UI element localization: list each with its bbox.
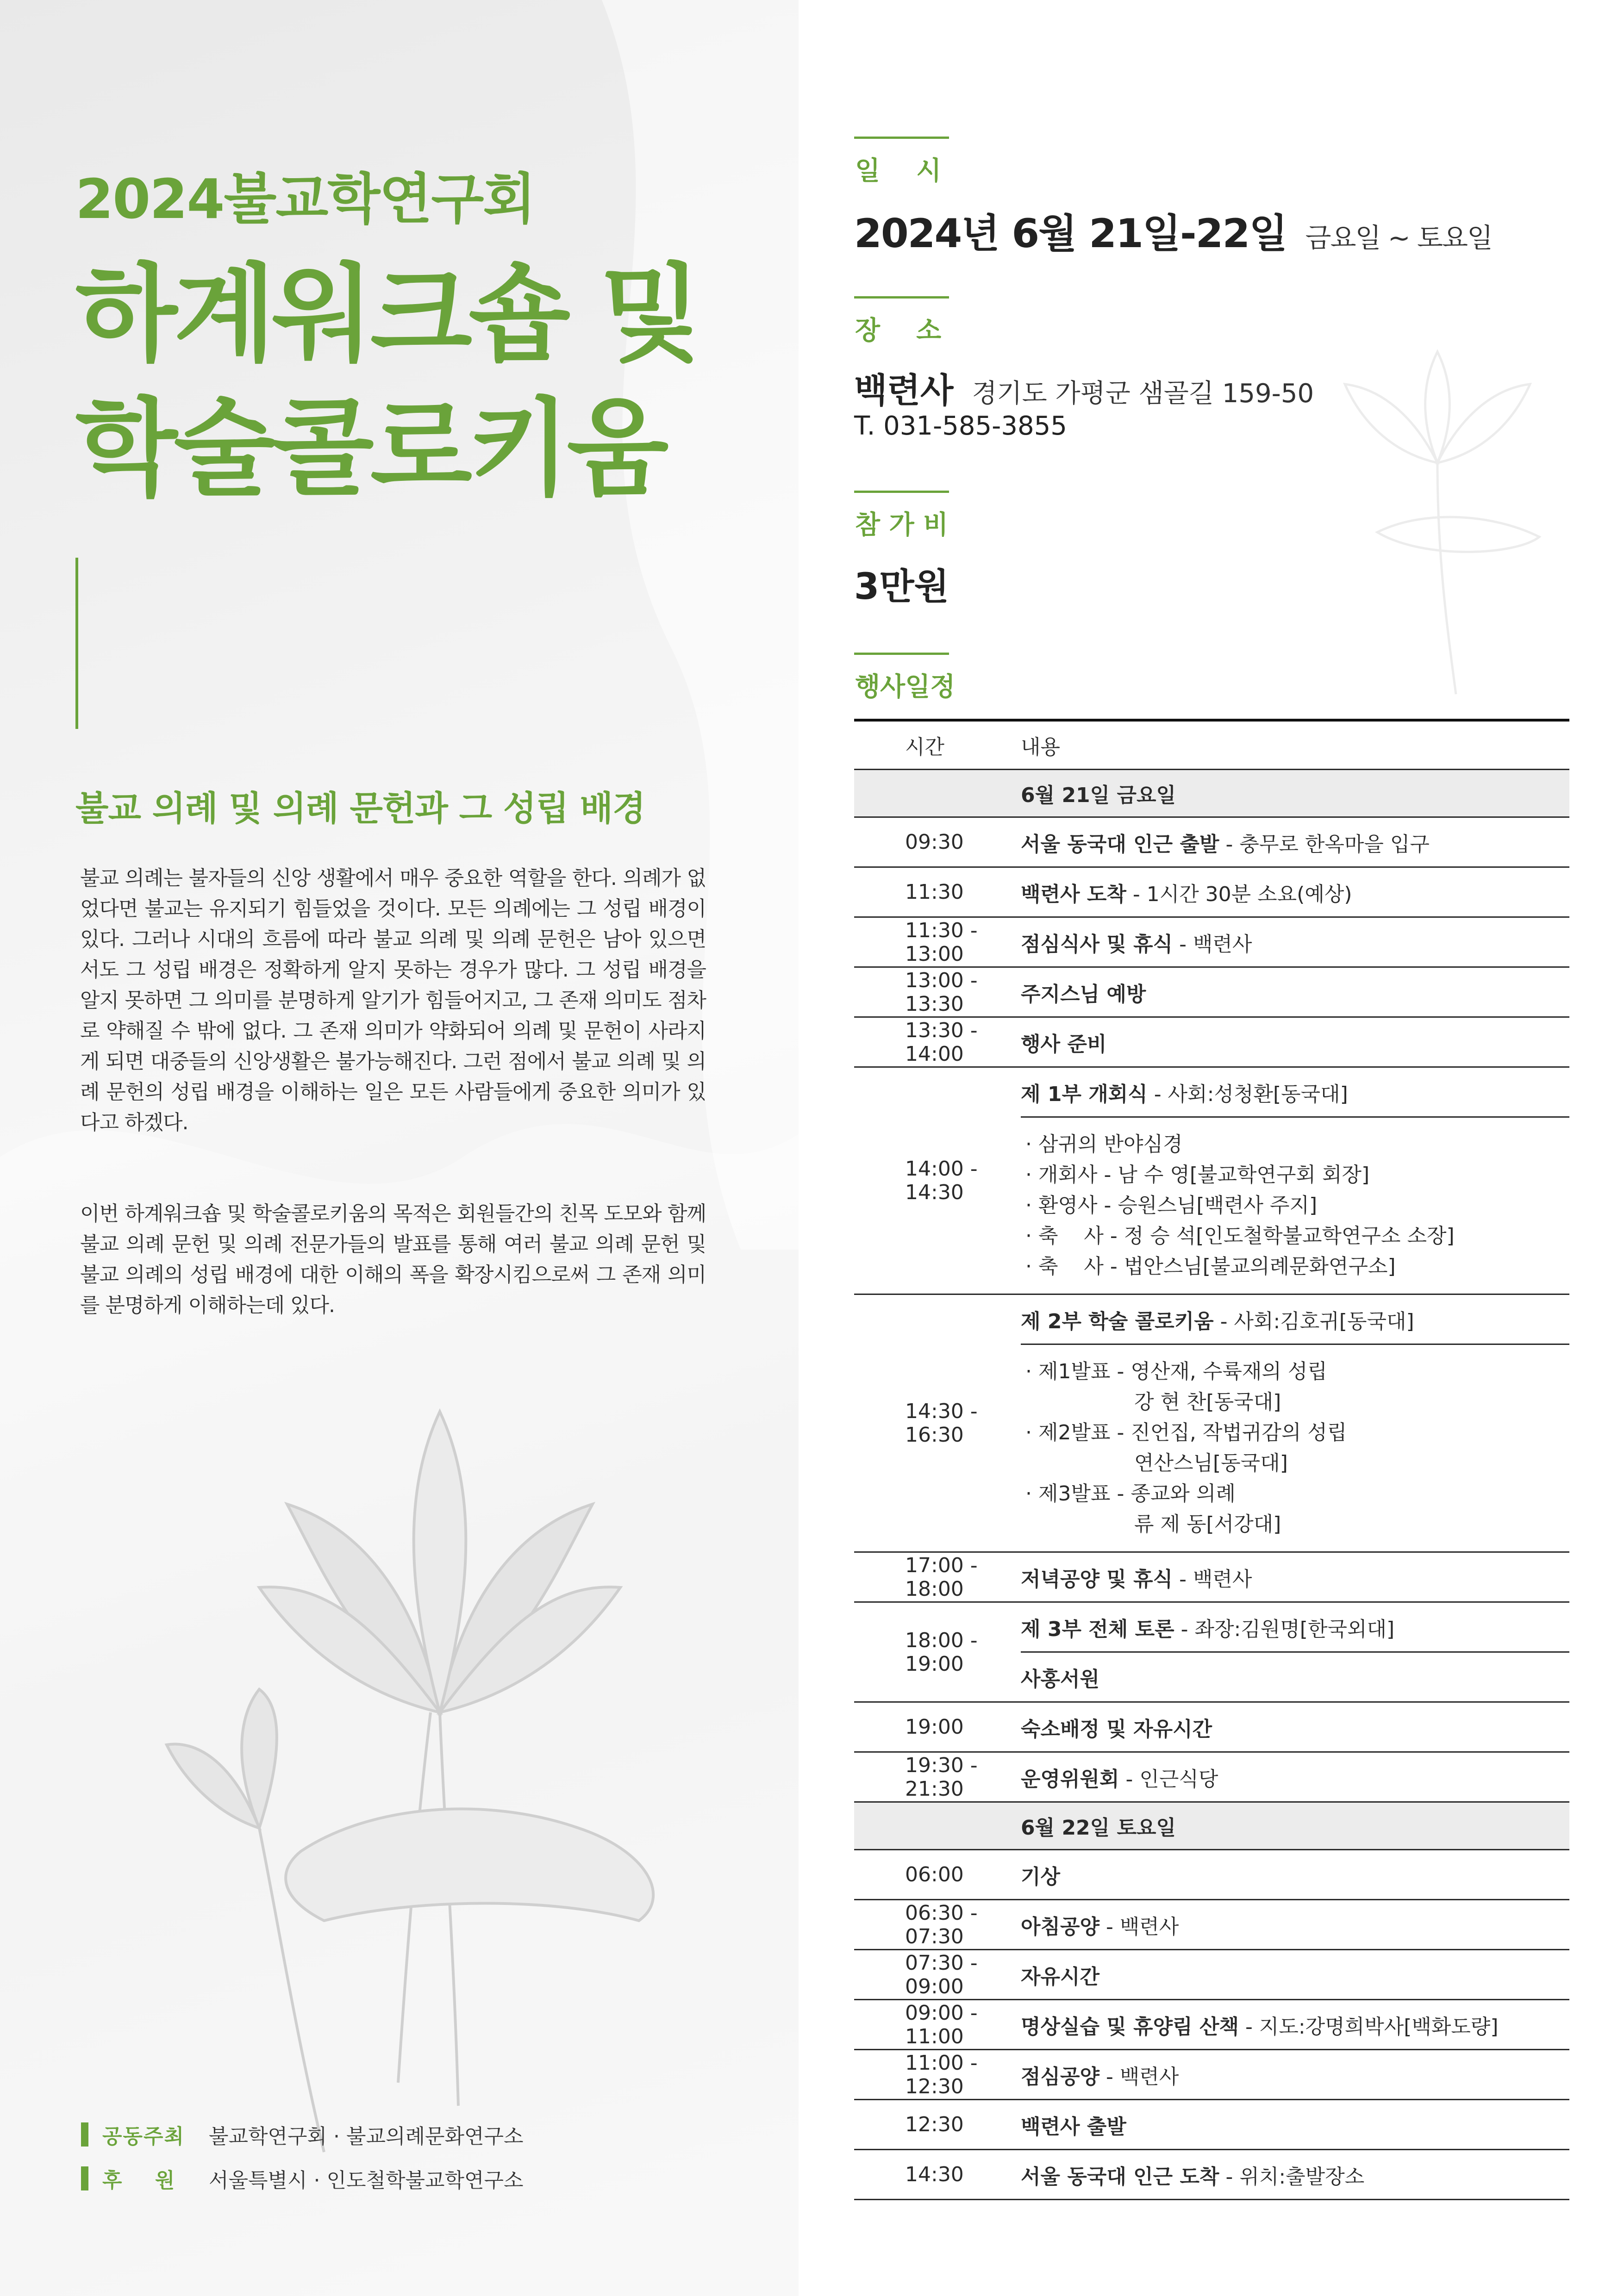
row-sub: - 백련사 [1173,932,1252,956]
row-main: 점심식사 및 휴식 [1021,932,1173,956]
table-row [854,1850,1569,1900]
table-row [854,1950,1569,2000]
section-divider [854,296,949,299]
date-label: 일 시 [855,156,942,186]
row-main: 아침공양 [1021,1915,1100,1939]
day2-label: 6월 22일 토요일 [1021,1802,1569,1850]
section-divider [854,491,949,493]
day-row [854,770,1569,817]
table-row [854,2100,1569,2150]
row-main: 백련사 출발 [1021,2115,1126,2139]
credit-host [81,2120,524,2149]
right-panel [799,0,1624,2296]
topic-heading: 불교 의례 및 의례 문헌과 그 성립 배경 [75,789,645,828]
list-item: · 제1발표 - 영산재, 수륙재의 성립 [1025,1360,1327,1383]
row-sub: - 사회:성청환[동국대] [1147,1082,1348,1106]
row-time: 11:30 [854,867,1021,917]
row-main: 저녁공양 및 휴식 [1021,1567,1173,1591]
table-row [854,1900,1569,1950]
col-time-header: 시간 [854,720,1021,770]
row-main: 행사 준비 [1021,1032,1107,1056]
schedule-label: 행사일정 [855,672,956,702]
table-row [854,1294,1569,1344]
row-sub: - 지도:강명희박사[백화도량] [1239,2015,1499,2039]
row-main: 운영위원회 [1021,1767,1119,1791]
event-days: 금요일 ~ 토요일 [1305,222,1493,254]
row-sub: - 백련사 [1099,1915,1179,1939]
section-divider [854,653,949,655]
day1-label: 6월 21일 금요일 [1021,770,1569,817]
event-subtitle: 2024불교학연구회 [75,167,535,231]
list-item: 연산스님[동국대] [1134,1451,1288,1475]
table-row [854,817,1569,867]
credit-host-label: 공동주최 [102,2125,185,2148]
table-row [854,2150,1569,2200]
row-sub: - 인근식당 [1119,1767,1218,1791]
row-main: 제 3부 전체 토론 [1021,1617,1174,1641]
row-main: 기상 [1021,1865,1061,1889]
table-row [854,2000,1569,2050]
row-time: 19:00 [854,1702,1021,1752]
row-time: 14:00 - 14:30 [854,1067,1021,1294]
section-divider [854,137,949,139]
row-sub: - 좌장:김원명[한국외대] [1174,1617,1395,1641]
table-row [854,867,1569,917]
table-row [854,1552,1569,1602]
row-main: 점심공양 [1021,2065,1100,2089]
row-main: 제 1부 개회식 [1021,1082,1148,1106]
accent-divider [75,558,78,729]
row-time: 06:30 - 07:30 [854,1900,1021,1950]
list-item: · 축 사 - 법안스님[불교의례문화연구소] [1025,1255,1396,1278]
row-time: 07:30 - 09:00 [854,1950,1021,2000]
row-sub: - 충무로 한옥마을 입구 [1219,832,1430,856]
table-row [854,2050,1569,2100]
row-time: 18:00 - 19:00 [854,1602,1021,1702]
table-row [854,1752,1569,1802]
credit-sponsor-label: 후 원 [102,2169,176,2192]
venue-address: 경기도 가평군 샘골길 159-50 [972,379,1314,409]
row-time: 11:30 - 13:00 [854,917,1021,967]
credit-host-value: 불교학연구회 · 불교의례문화연구소 [209,2125,524,2148]
venue-phone: T. 031-585-3855 [854,411,1067,441]
col-content-header: 내용 [1021,720,1569,770]
row-time: 13:30 - 14:00 [854,1017,1021,1067]
row-main: 제 2부 학술 콜로키움 [1021,1309,1214,1333]
table-row [854,917,1569,967]
schedule-table [854,719,1569,2200]
row-main: 숙소배정 및 자유시간 [1021,1717,1212,1741]
row-main: 백련사 도착 [1021,882,1126,906]
row-sub: - 백련사 [1173,1567,1252,1591]
row-time: 12:30 [854,2100,1021,2150]
row-time: 06:00 [854,1850,1021,1900]
row-time: 13:00 - 13:30 [854,967,1021,1017]
fee-value: 3만원 [854,566,949,608]
list-item: · 환영사 - 승원스님[백련사 주지] [1025,1194,1318,1217]
row-time: 11:00 - 12:30 [854,2050,1021,2100]
row-time: 09:00 - 11:00 [854,2000,1021,2050]
credit-bar [81,2166,88,2190]
list-item: · 개회사 - 남 수 영[불교학연구회 회장] [1025,1163,1370,1187]
row-main: 사홍서원 [1021,1652,1569,1702]
row-time: 14:30 - 16:30 [854,1294,1021,1552]
table-row [854,1702,1569,1752]
row-main: 주지스님 예방 [1021,982,1146,1006]
row-sub: - 백련사 [1099,2065,1179,2089]
list-item: 류 제 동[서강대] [1134,1512,1281,1536]
list-item: 강 현 찬[동국대] [1134,1390,1281,1414]
place-label: 장 소 [855,316,942,346]
credit-sponsor [81,2164,524,2193]
row-time: 14:30 [854,2150,1021,2200]
credit-sponsor-value: 서울특별시 · 인도철학불교학연구소 [209,2169,524,2192]
event-title-line1: 하계워크숍 및 [75,253,698,376]
left-panel [0,0,799,2296]
row-time: 19:30 - 21:30 [854,1752,1021,1802]
event-title-line2: 학술콜로키움 [75,387,665,510]
row-time: 17:00 - 18:00 [854,1552,1021,1602]
table-row [854,967,1569,1017]
list-item: · 축 사 - 정 승 석[인도철학불교학연구소 소장] [1025,1224,1455,1248]
row-main: 자유시간 [1021,1965,1100,1989]
intro-paragraph-1: 불교 의례는 불자들의 신앙 생활에서 매우 중요한 역할을 한다. 의례가 없었다면 불교는 유지되기 힘들었을 것이다. 모든 의례에는 그 성립 배경이 있다. 그러나 시대의 흐름에 따라 불교 의례 및 의례 문헌은 남아 있으면서도 그 성립 배경은 정확하게 알지 못하는 경우가 많다. 그 성립 배경을 알지 못하면 그 의미를 분명하게 알기가 힘들어지고, 그 존재 의미도 점차로 약해질 수 밖에 없다. 그 존재 의미가 약화되어 의례 및 문헌이 사라지게 되면 대중들의 신앙생활은 불가능해진다. 그런 점에서 불교 의례 및 의례 문헌의 성립 배경을 이해하는 일은 모든 사람들에게 중요한 의미가 있다고 하겠다. [80,866,706,1134]
row-time: 09:30 [854,817,1021,867]
row-main: 서울 동국대 인근 출발 [1021,832,1219,856]
event-date-value: 2024년 6월 21일-22일 [854,211,1287,257]
day-row [854,1802,1569,1850]
row-sub: - 위치:출발장소 [1219,2165,1365,2189]
list-item: · 제3발표 - 종교와 의례 [1025,1482,1236,1506]
row-sub: - 사회:김호귀[동국대] [1213,1309,1414,1333]
credit-bar [81,2122,88,2147]
row-main: 서울 동국대 인근 도착 [1021,2165,1219,2189]
intro-paragraph-2: 이번 하계워크숍 및 학술콜로키움의 목적은 회원들간의 친목 도모와 함께 불교 의례 문헌 및 의례 전문가들의 발표를 통해 여러 불교 의례 문헌 및 불교 의례의 성립 배경에 대한 이해의 폭을 확장시킴으로써 그 존재 의미를 분명하게 이해하는데 있다. [80,1202,706,1317]
row-main: 명상실습 및 휴양림 산책 [1021,2015,1239,2039]
table-row [854,1017,1569,1067]
row-sub: - 1시간 30분 소요(예상) [1126,882,1352,906]
list-item: · 제2발표 - 진언집, 작법귀감의 성립 [1025,1421,1347,1444]
venue [854,363,1314,412]
table-header-row [854,720,1569,770]
table-row [854,1602,1569,1652]
list-item: · 삼귀의 반야심경 [1025,1132,1183,1156]
fee-label: 참 가 비 [855,510,949,540]
table-row [854,1067,1569,1117]
event-date [854,201,1492,259]
venue-name: 백련사 [854,371,954,411]
